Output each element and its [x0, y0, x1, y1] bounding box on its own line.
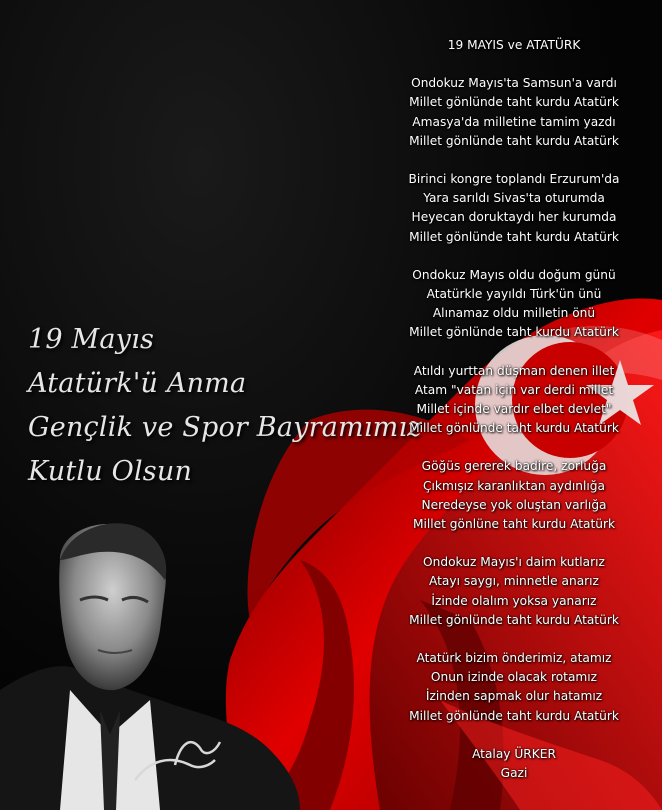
- poem-stanza: [394, 362, 634, 439]
- poem-line: Millet gönlünde taht kurdu Atatürk: [409, 708, 619, 723]
- poem-line: Ondokuz Mayıs'ta Samsun'a vardı: [411, 76, 617, 91]
- greeting-line: 19 Mayıs: [28, 324, 155, 355]
- poem-stanza: [394, 649, 634, 726]
- poem-line: İzinde olalım yoksa yanarız: [431, 593, 597, 608]
- greeting-line: Atatürk'ü Anma: [28, 368, 247, 399]
- greeting-line: Gençlik ve Spor Bayramımız: [28, 412, 422, 443]
- greeting-message: [28, 318, 422, 494]
- poem-stanza: [394, 266, 634, 343]
- poem-author-name: Atalay ÜRKER: [472, 746, 556, 761]
- poem-stanza: [394, 74, 634, 151]
- poem: [394, 36, 634, 783]
- poem-line: Yara sarıldı Sivas'ta oturumda: [423, 191, 605, 206]
- poem-line: Millet içinde vardır elbet devlet": [416, 402, 612, 417]
- poem-line: Atam "vatan için var derdi millet: [414, 382, 614, 397]
- poem-line: Atayı saygı, minnetle anarız: [429, 574, 599, 589]
- poem-line: Alınamaz oldu milletin önü: [432, 306, 596, 321]
- poem-line: Millet gönlünde taht kurdu Atatürk: [409, 229, 619, 244]
- poem-stanza: [394, 170, 634, 247]
- poem-line: Birinci kongre toplandı Erzurum'da: [408, 172, 620, 187]
- poem-line: Atatürk bizim önderimiz, atamız: [416, 651, 612, 666]
- ataturk-portrait-image: [0, 520, 300, 810]
- poem-line: Millet gönlünde taht kurdu Atatürk: [409, 612, 619, 627]
- poem-line: Onun izinde olacak rotamız: [430, 670, 598, 685]
- poem-line: Ondokuz Mayıs'ı daim kutlarız: [423, 555, 605, 570]
- poem-line: Millet gönlünde taht kurdu Atatürk: [409, 325, 619, 340]
- poem-line: Heyecan doruktaydı her kurumda: [411, 210, 617, 225]
- poem-stanza: [394, 457, 634, 534]
- poem-line: Millet gönlünde taht kurdu Atatürk: [409, 421, 619, 436]
- poem-line: Millet gönlünde taht kurdu Atatürk: [409, 133, 619, 148]
- poem-line: Atıldı yurttan düşman denen illet: [413, 363, 615, 378]
- poem-line: Millet gönlüne taht kurdu Atatürk: [412, 517, 616, 532]
- poem-stanza: [394, 553, 634, 630]
- poem-line: Göğüs gererek badire, zorluğa: [421, 459, 607, 474]
- poem-line: Atatürkle yayıldı Türk'ün ünü: [426, 287, 602, 302]
- greeting-line: Kutlu Olsun: [28, 456, 193, 487]
- poem-author-title: Gazi: [500, 766, 528, 781]
- poem-line: Neredeyse yok oluştan varlığa: [421, 497, 607, 512]
- poem-title: 19 MAYIS ve ATATÜRK: [447, 38, 581, 52]
- poem-line: İzinden sapmak olur hatamız: [425, 689, 603, 704]
- poem-line: Ondokuz Mayıs oldu doğum günü: [412, 267, 616, 282]
- poem-line: Amasya'da milletine tamim yazdı: [412, 114, 616, 129]
- poem-line: Millet gönlünde taht kurdu Atatürk: [409, 95, 619, 110]
- poem-line: Çıkmışız karanlıktan aydınlığa: [423, 478, 605, 493]
